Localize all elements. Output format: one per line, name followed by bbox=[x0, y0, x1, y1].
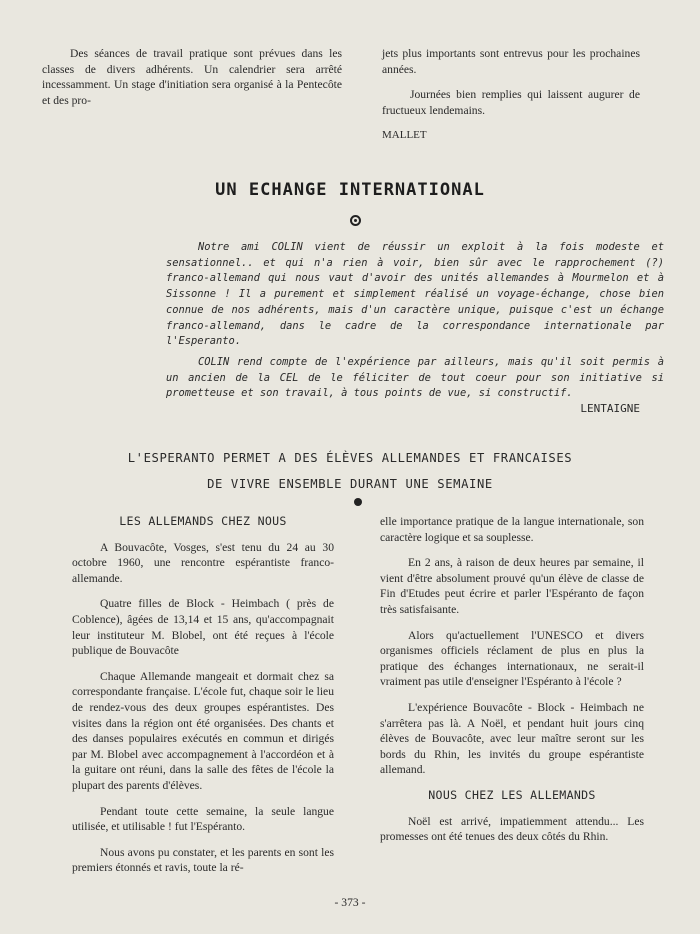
left-paragraph-3: Chaque Allemande mangeait et dormait chez sa correspondante française. L'école fut, chaque soir le lieu de rendez-vous des deux groupes espérantistes. Des visites dans la région ont été organisées. Des chants et des danses populaires exécutés en commun et dirigés par M. Blobel avec accompagnement à l'accordéon et à la guitare ont réuni, dans la salle des fêtes de l'école la plupart des parents d'élèves. bbox=[72, 669, 334, 792]
page-number: - 373 - bbox=[334, 896, 366, 909]
top-left-column bbox=[42, 46, 342, 118]
right-paragraph-3: Alors qu'actuellement l'UNESCO et divers organismes officiels réclament de plus en plus la pratique des échanges internationaux, ne serait-il vraiment pas utile d'enseigner l'Espéranto à l'école ? bbox=[380, 628, 644, 689]
left-paragraph-4: Pendant toute cette semaine, la seule langue utilisée, et utilisable ! fut l'Espéranto. bbox=[72, 804, 334, 834]
top-left-paragraph: Des séances de travail pratique sont prévues dans les classes de divers adhérents. Un calendrier sera arrêté incessamment. Un stage d'initiation sera organisé à la Pentecôte et des pro- bbox=[42, 47, 342, 107]
headline-bullet-icon bbox=[354, 498, 362, 506]
headline-line-2: DE VIVRE ENSEMBLE DURANT UNE SEMAINE bbox=[207, 477, 493, 491]
intro-paragraph-1: Notre ami COLIN vient de réussir un exploit à la fois modeste et sensationnel.. et qui n'a rien à voir, bien sûr avec le rapprochement (?) franco-allemand qui nous vaut d'avoir des unités allemandes à Mourmelon et à Sissonne ! Il a purement et simplement réalisé un voyage-échange, chose bien connue de nos adhérents, mais d'un caractère unique, puisque c'est un échange franco-allemand, dans le cadre de la correspondance internationale par l'Esperanto. bbox=[166, 241, 664, 348]
left-text-column bbox=[72, 514, 334, 886]
intro-paragraph-2: COLIN rend compte de l'expérience par ailleurs, mais qu'il soit permis à un ancien de la CEL de le féliciter de tout coeur pour son initiative si prometteuse et son travail, à tous points de vue, si constructif. bbox=[166, 355, 664, 400]
right-paragraph-5: Noël est arrivé, impatiemment attendu... Les promesses ont été tenues des deux côtés du Rhin. bbox=[380, 814, 644, 844]
top-right-column bbox=[382, 46, 640, 154]
left-paragraph-2: Quatre filles de Block - Heimbach ( près de Coblence), âgées de 13,14 et 15 ans, qu'accompagnait leur instituteur M. Blobel, ont été reçues à l'école publique de Bouvacôte bbox=[72, 597, 334, 658]
article-headline bbox=[60, 445, 640, 497]
right-section-heading: NOUS CHEZ LES ALLEMANDS bbox=[428, 787, 596, 802]
top-right-continuation: jets plus importants sont entrevus pour les prochaines années. bbox=[382, 47, 640, 76]
mallet-signature: MALLET bbox=[382, 129, 427, 142]
right-paragraph-4: L'expérience Bouvacôte - Block - Heimbach ne s'arrêtera pas là. A Noël, et pendant huit jours cinq élèves de Bouvacôte, avec leur maître seront sur les bords du Rhin, les invités du groupe espérantiste allemand. bbox=[380, 700, 644, 777]
article-title: UN ECHANGE INTERNATIONAL bbox=[215, 180, 485, 200]
right-paragraph-2: En 2 ans, à raison de deux heures par semaine, il vient d'être absolument prouvé qu'un élève de classe de Fin d'Etudes peut écrire et parler l'Espéranto de façon très satisfaisante. bbox=[380, 556, 644, 616]
top-right-closing: Journées bien remplies qui laissent augurer de fructueux lendemains. bbox=[382, 88, 640, 117]
lentaigne-signature: LENTAIGNE bbox=[580, 402, 640, 415]
left-paragraph-1: A Bouvacôte, Vosges, s'est tenu du 24 au 30 octobre 1960, une rencontre espérantiste franco-allemande. bbox=[72, 540, 334, 585]
right-paragraph-1: elle importance pratique de la langue internationale, son caractère logique et sa souplesse. bbox=[380, 515, 644, 544]
title-ornament-icon bbox=[350, 215, 361, 226]
headline-line-1: L'ESPERANTO PERMET A DES ÉLÈVES ALLEMANDES ET FRANCAISES bbox=[127, 451, 573, 465]
article-intro bbox=[166, 240, 664, 407]
left-paragraph-5: Nous avons pu constater, et les parents en sont les premiers étonnés et ravis, toute la ré- bbox=[72, 845, 334, 875]
left-section-heading: LES ALLEMANDS CHEZ NOUS bbox=[119, 514, 287, 528]
right-text-column bbox=[380, 514, 644, 855]
